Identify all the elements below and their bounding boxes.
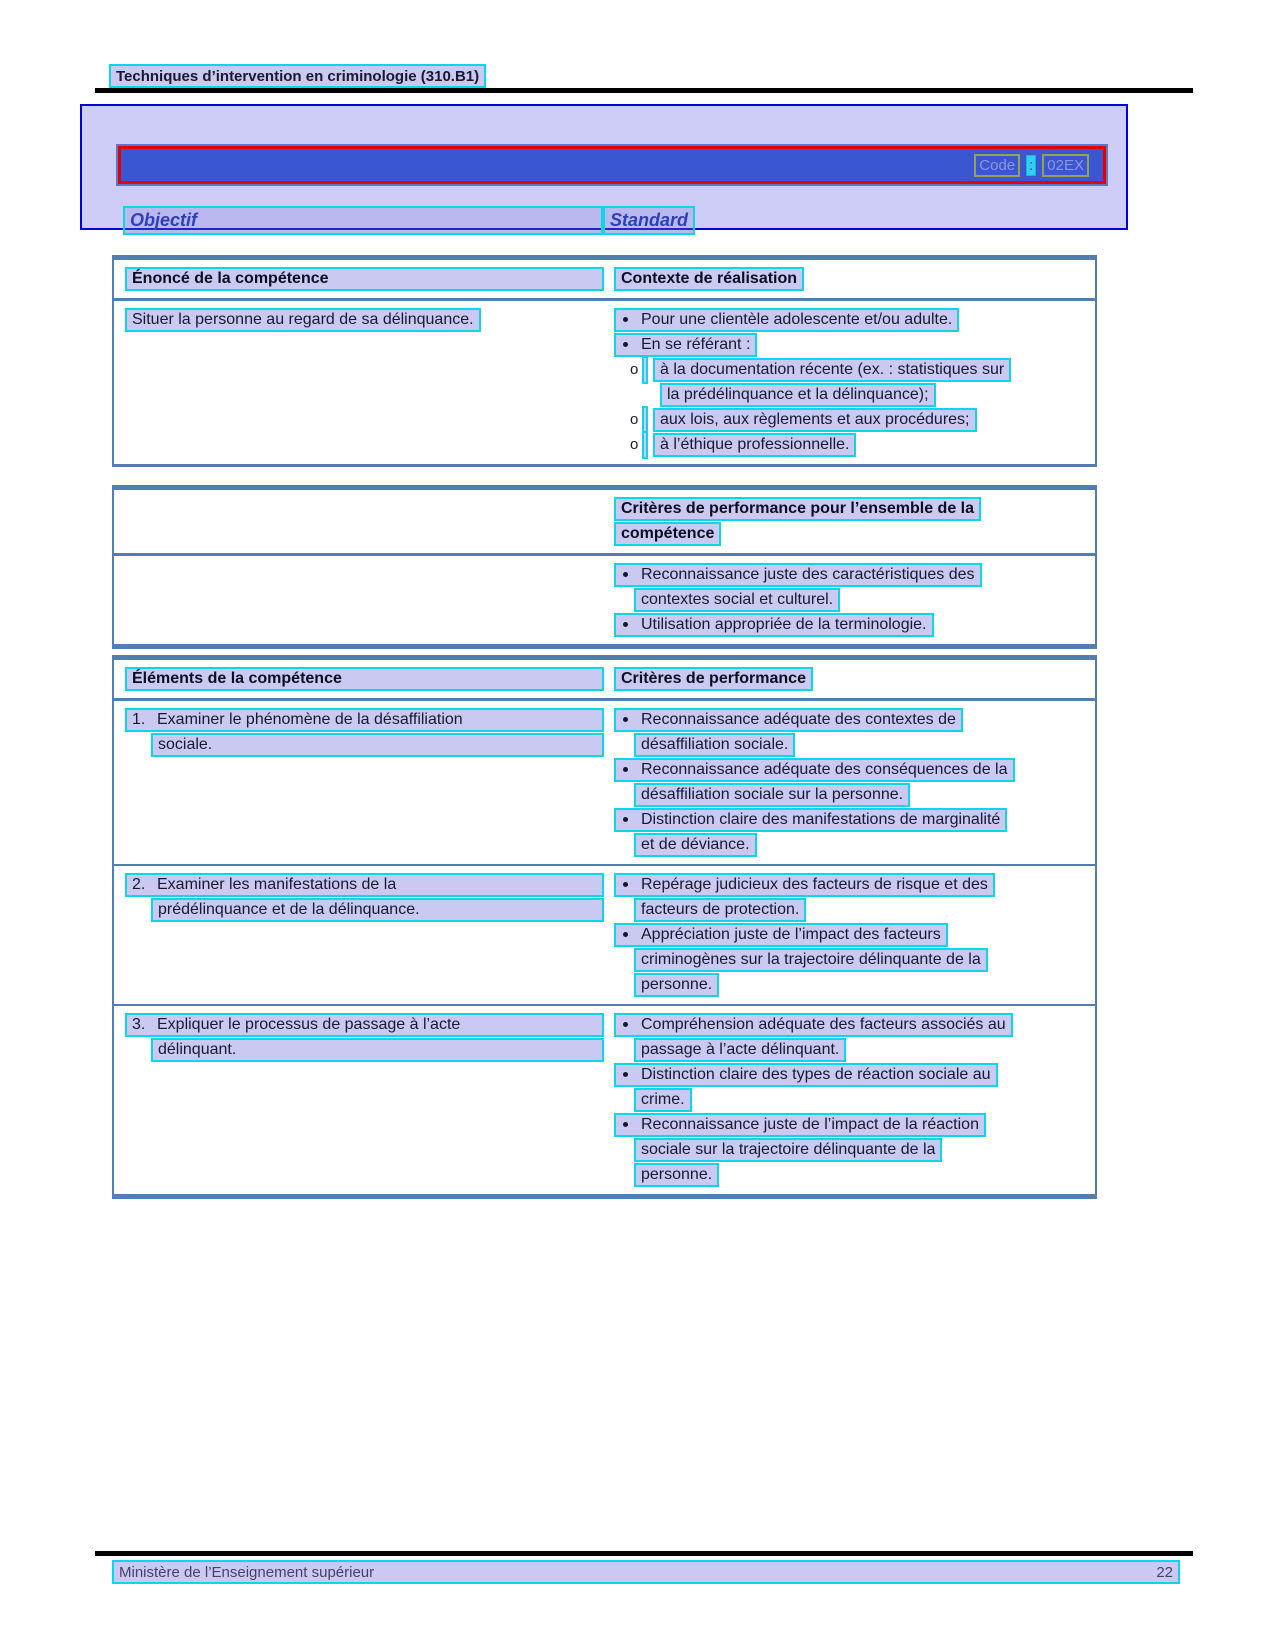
footer-rule bbox=[95, 1551, 1193, 1556]
highlighted-text bbox=[634, 973, 719, 997]
line-text: Expliquer le processus de passage à l’acte bbox=[157, 1015, 461, 1033]
text-line bbox=[614, 972, 1087, 997]
objectif-heading: Objectif bbox=[123, 206, 603, 235]
highlight-box bbox=[642, 431, 648, 459]
highlighted-text bbox=[614, 708, 963, 732]
highlighted-text bbox=[614, 308, 959, 332]
document-header bbox=[109, 64, 486, 88]
highlighted-text bbox=[125, 308, 481, 332]
highlighted-text bbox=[614, 808, 1007, 832]
sub-bullet-icon: o bbox=[630, 436, 639, 453]
line-text: Distinction claire des types de réaction sociale au bbox=[641, 1065, 991, 1083]
criteres-1-cell bbox=[614, 707, 1095, 857]
footer-highlight bbox=[112, 1560, 1180, 1584]
highlighted-text bbox=[634, 1138, 942, 1162]
header-cell-criteres bbox=[614, 666, 1095, 691]
text-line bbox=[614, 521, 1087, 546]
text-line bbox=[614, 382, 1087, 407]
table-enonce-contexte bbox=[112, 255, 1097, 467]
text-line bbox=[614, 496, 1087, 521]
item-number: 1. bbox=[132, 710, 146, 728]
standard-heading: Standard bbox=[603, 206, 695, 235]
text-line bbox=[125, 666, 604, 691]
bullet-icon bbox=[623, 717, 628, 722]
line-text: facteurs de protection. bbox=[641, 900, 800, 918]
document-footer bbox=[112, 1560, 1180, 1584]
highlighted-text bbox=[634, 948, 988, 972]
line-text: Reconnaissance adéquate des contextes de bbox=[641, 710, 956, 728]
highlighted-text bbox=[614, 873, 995, 897]
header-criteres-label: Critères de performance bbox=[614, 667, 813, 691]
highlighted-text bbox=[614, 1113, 986, 1137]
line-text: criminogènes sur la trajectoire délinquante de la bbox=[641, 950, 981, 968]
line-text: Examiner le phénomène de la désaffiliation bbox=[157, 710, 463, 728]
table-header-row bbox=[114, 490, 1095, 556]
text-line bbox=[125, 266, 604, 291]
criteres-2-cell bbox=[614, 872, 1095, 997]
table-row bbox=[114, 556, 1095, 644]
bullet-line bbox=[614, 872, 1087, 897]
line-text: désaffiliation sociale sur la personne. bbox=[641, 785, 904, 803]
line-text: désaffiliation sociale. bbox=[641, 735, 789, 753]
line-text: Pour une clientèle adolescente et/ou adulte. bbox=[641, 310, 953, 328]
highlighted-text bbox=[634, 733, 795, 757]
line-text: Distinction claire des manifestations de marginalité bbox=[641, 810, 1001, 828]
text-line bbox=[614, 1037, 1087, 1062]
text-line bbox=[125, 732, 604, 757]
element-2-cell bbox=[114, 872, 614, 997]
highlighted-text bbox=[614, 563, 982, 587]
highlighted-text bbox=[151, 898, 604, 922]
code-label: Code bbox=[974, 154, 1020, 177]
text-line bbox=[614, 947, 1087, 972]
highlighted-text bbox=[614, 1063, 998, 1087]
bullet-line bbox=[614, 1112, 1087, 1137]
criteres-ensemble-line1: Critères de performance pour l’ensemble de la bbox=[614, 497, 981, 521]
line-text: personne. bbox=[641, 1165, 713, 1183]
criteres-ensemble-line2: compétence bbox=[614, 522, 721, 546]
line-text: Utilisation appropriée de la terminologie. bbox=[641, 615, 927, 633]
line-text: sociale sur la trajectoire délinquante de la bbox=[641, 1140, 936, 1158]
text-line bbox=[614, 1137, 1087, 1162]
page-header-title: Techniques d’intervention en criminologie (310.B1) bbox=[109, 64, 486, 88]
header-elements-label: Éléments de la compétence bbox=[125, 667, 604, 691]
line-text: à la documentation récente (ex. : statistiques sur bbox=[660, 360, 1005, 378]
bullet-icon bbox=[623, 932, 628, 937]
highlighted-text bbox=[614, 1013, 1013, 1037]
code-value: 02EX bbox=[1042, 154, 1089, 177]
highlighted-text bbox=[653, 408, 977, 432]
highlighted-text bbox=[614, 758, 1015, 782]
text-line bbox=[614, 587, 1087, 612]
highlighted-text bbox=[660, 383, 936, 407]
text-line bbox=[614, 666, 1087, 691]
line-text: Reconnaissance adéquate des conséquences de la bbox=[641, 760, 1008, 778]
bullet-line bbox=[614, 562, 1087, 587]
header-enonce-label: Énoncé de la compétence bbox=[125, 267, 604, 291]
footer-page-number: 22 bbox=[1156, 1563, 1173, 1581]
code-bar bbox=[118, 146, 1106, 184]
highlighted-text bbox=[151, 1038, 604, 1062]
text-line bbox=[125, 307, 604, 332]
text-line bbox=[125, 872, 604, 897]
line-text: délinquant. bbox=[158, 1040, 237, 1058]
highlighted-text bbox=[634, 588, 840, 612]
contexte-cell bbox=[614, 307, 1095, 457]
element-1-cell bbox=[114, 707, 614, 857]
bullet-icon bbox=[623, 1072, 628, 1077]
line-text: Reconnaissance juste de l’impact de la réaction bbox=[641, 1115, 979, 1133]
bullet-icon bbox=[623, 622, 628, 627]
text-line bbox=[614, 732, 1087, 757]
line-text: et de déviance. bbox=[641, 835, 750, 853]
bullet-line bbox=[614, 922, 1087, 947]
header-contexte-label: Contexte de réalisation bbox=[614, 267, 804, 291]
header-rule bbox=[95, 88, 1193, 93]
highlighted-text bbox=[614, 333, 757, 357]
text-line bbox=[614, 782, 1087, 807]
text-line bbox=[125, 1012, 604, 1037]
line-text: Repérage judicieux des facteurs de risque et des bbox=[641, 875, 988, 893]
bullet-line bbox=[614, 432, 1087, 457]
highlight-box bbox=[642, 406, 648, 434]
bullet-line bbox=[614, 1012, 1087, 1037]
item-number: 3. bbox=[132, 1015, 146, 1033]
highlighted-text bbox=[653, 358, 1011, 382]
competence-statement-cell bbox=[114, 307, 614, 457]
empty-header-cell bbox=[114, 496, 614, 546]
empty-cell bbox=[114, 562, 614, 637]
line-text: En se référant : bbox=[641, 335, 751, 353]
sub-bullet-icon: o bbox=[630, 411, 639, 428]
bullet-line bbox=[614, 757, 1087, 782]
line-text: Situer la personne au regard de sa délinquance. bbox=[132, 310, 474, 328]
highlighted-text bbox=[614, 613, 934, 637]
bullet-line bbox=[614, 357, 1087, 382]
bullet-line bbox=[614, 612, 1087, 637]
bullet-line bbox=[614, 1062, 1087, 1087]
section-headings bbox=[123, 206, 695, 235]
table-header-row bbox=[114, 260, 1095, 301]
highlighted-text bbox=[125, 708, 604, 732]
table-criteres-ensemble bbox=[112, 485, 1097, 649]
table-elements-criteres bbox=[112, 655, 1097, 1199]
bullet-icon bbox=[623, 1122, 628, 1127]
text-line bbox=[125, 1037, 604, 1062]
line-text: crime. bbox=[641, 1090, 685, 1108]
objectif-standard-panel bbox=[80, 104, 1128, 230]
item-number: 2. bbox=[132, 875, 146, 893]
table-row bbox=[114, 301, 1095, 464]
line-text: Examiner les manifestations de la bbox=[157, 875, 397, 893]
table-row-3 bbox=[114, 1004, 1095, 1194]
line-text: prédélinquance et de la délinquance. bbox=[158, 900, 420, 918]
highlighted-text bbox=[634, 1163, 719, 1187]
table-row-1 bbox=[114, 701, 1095, 864]
line-text: contextes social et culturel. bbox=[641, 590, 834, 608]
highlighted-text bbox=[614, 923, 948, 947]
line-text: personne. bbox=[641, 975, 713, 993]
bullet-line bbox=[614, 307, 1087, 332]
bullet-line bbox=[614, 707, 1087, 732]
highlighted-text bbox=[634, 1038, 846, 1062]
bullet-icon bbox=[623, 817, 628, 822]
line-text: passage à l’acte délinquant. bbox=[641, 1040, 840, 1058]
sub-bullet-icon: o bbox=[630, 361, 639, 378]
highlight-box bbox=[642, 356, 648, 384]
highlighted-text bbox=[125, 873, 604, 897]
header-cell-criteres-ensemble bbox=[614, 496, 1095, 546]
highlighted-text bbox=[634, 1088, 692, 1112]
header-cell-elements bbox=[114, 666, 614, 691]
highlighted-text bbox=[151, 733, 604, 757]
bullet-icon bbox=[623, 572, 628, 577]
bullet-icon bbox=[623, 342, 628, 347]
footer-ministry-label: Ministère de l’Enseignement supérieur bbox=[119, 1563, 375, 1581]
bullet-line bbox=[614, 807, 1087, 832]
text-line bbox=[614, 266, 1087, 291]
criteres-ensemble-cell bbox=[614, 562, 1095, 637]
text-line bbox=[614, 1162, 1087, 1187]
table-row-2 bbox=[114, 864, 1095, 1004]
bullet-icon bbox=[623, 1022, 628, 1027]
line-text: sociale. bbox=[158, 735, 213, 753]
header-cell-contexte bbox=[614, 266, 1095, 291]
line-text: à l’éthique professionnelle. bbox=[660, 435, 850, 453]
bullet-icon bbox=[623, 317, 628, 322]
text-line bbox=[614, 832, 1087, 857]
element-3-cell bbox=[114, 1012, 614, 1187]
line-text: Appréciation juste de l’impact des facteurs bbox=[641, 925, 941, 943]
line-text: Reconnaissance juste des caractéristiques des bbox=[641, 565, 975, 583]
highlighted-text bbox=[634, 783, 910, 807]
highlighted-text bbox=[125, 1013, 604, 1037]
bullet-line bbox=[614, 332, 1087, 357]
line-text: Compréhension adéquate des facteurs associés au bbox=[641, 1015, 1006, 1033]
text-line bbox=[614, 897, 1087, 922]
text-line bbox=[125, 707, 604, 732]
line-text: la prédélinquance et la délinquance); bbox=[667, 385, 929, 403]
bullet-line bbox=[614, 407, 1087, 432]
header-cell-enonce bbox=[114, 266, 614, 291]
criteres-3-cell bbox=[614, 1012, 1095, 1187]
bullet-icon bbox=[623, 882, 628, 887]
code-colon: : bbox=[1026, 155, 1036, 176]
bullet-icon bbox=[623, 767, 628, 772]
highlighted-text bbox=[634, 898, 806, 922]
table-header-row bbox=[114, 660, 1095, 701]
text-line bbox=[125, 897, 604, 922]
highlighted-text bbox=[634, 833, 757, 857]
highlighted-text bbox=[653, 433, 856, 457]
text-line bbox=[614, 1087, 1087, 1112]
line-text: aux lois, aux règlements et aux procédures; bbox=[660, 410, 970, 428]
